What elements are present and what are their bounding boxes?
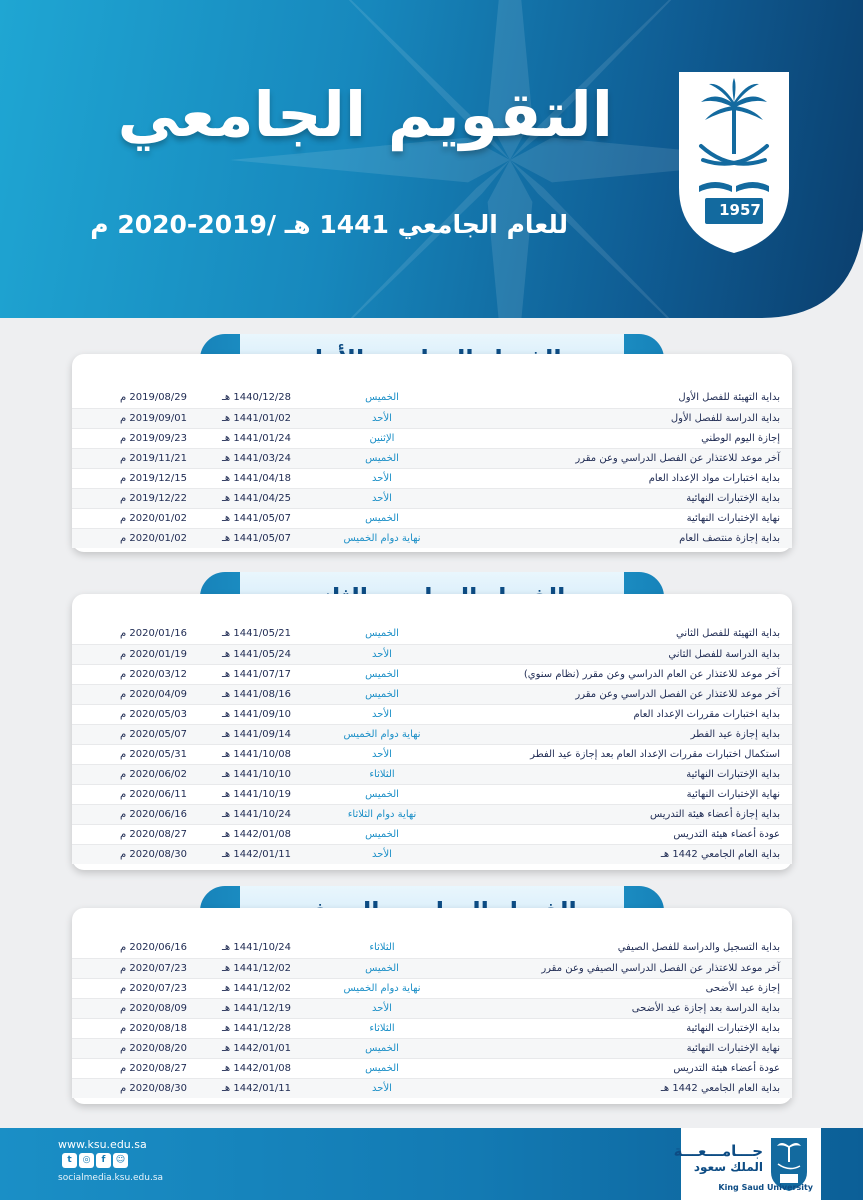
- event-day: الخميس: [365, 1063, 399, 1074]
- table-row: [72, 998, 792, 1018]
- gregorian-date: 2020/07/23 م: [120, 983, 188, 994]
- event-day: الثلاثاء: [369, 769, 395, 780]
- event-name: بداية الدراسة للفصل الثاني: [668, 649, 780, 660]
- gregorian-date: 2020/03/12 م: [120, 669, 188, 680]
- facebook-icon[interactable]: f: [96, 1153, 111, 1168]
- event-day: الخميس: [365, 392, 399, 403]
- hijri-date: 1442/01/11 هـ: [222, 849, 292, 860]
- event-day: الأحد: [372, 749, 392, 760]
- social-icons: [62, 1153, 128, 1168]
- event-name: بداية اختبارات مواد الإعداد العام: [648, 473, 780, 484]
- table-row: [72, 1078, 792, 1098]
- footer-english-name: King Saud University: [718, 1183, 813, 1192]
- hijri-date: 1442/01/08 هـ: [222, 1063, 292, 1074]
- table-row: [72, 784, 792, 804]
- gregorian-date: 2020/08/18 م: [120, 1023, 188, 1034]
- gregorian-date: 2020/04/09 م: [120, 689, 188, 700]
- hijri-date: 1441/05/07 هـ: [222, 513, 292, 524]
- event-day: الأحد: [372, 493, 392, 504]
- hijri-date: 1441/12/02 هـ: [222, 963, 292, 974]
- gregorian-date: 2019/12/22 م: [120, 493, 188, 504]
- event-name: بداية التسجيل والدراسة للفصل الصيفي: [617, 942, 780, 953]
- table-row: [72, 448, 792, 468]
- event-name: بداية الدراسة للفصل الأول: [670, 413, 780, 424]
- event-day: نهاية دوام الخميس: [343, 729, 421, 740]
- footer-bar: [0, 1128, 863, 1200]
- event-day: الخميس: [365, 689, 399, 700]
- table-row: [72, 644, 792, 664]
- event-day: الأحد: [372, 709, 392, 720]
- event-name: نهاية الإختبارات النهائية: [686, 1043, 780, 1054]
- hijri-date: 1441/08/16 هـ: [222, 689, 292, 700]
- hijri-date: 1441/01/02 هـ: [222, 413, 292, 424]
- event-day: الأحد: [372, 849, 392, 860]
- hijri-date: 1441/12/19 هـ: [222, 1003, 292, 1014]
- social-media-link[interactable]: socialmedia.ksu.edu.sa: [58, 1173, 164, 1183]
- schedule-card: [72, 594, 792, 870]
- summer-semester-section: [72, 886, 792, 1104]
- event-name: بداية الإختبارات النهائية: [686, 493, 780, 504]
- gregorian-date: 2020/08/20 م: [120, 1043, 188, 1054]
- logo-year: 1957: [719, 201, 761, 219]
- hijri-date: 1441/12/28 هـ: [222, 1023, 292, 1034]
- table-row: [72, 1018, 792, 1038]
- event-day: الخميس: [365, 628, 399, 639]
- page-title: التقويم الجامعي: [117, 78, 613, 151]
- event-day: الإثنين: [369, 433, 395, 444]
- hijri-date: 1441/03/24 هـ: [222, 453, 292, 464]
- schedule-rows: [72, 938, 792, 1098]
- table-row: [72, 1038, 792, 1058]
- gregorian-date: 2020/08/30 م: [120, 849, 188, 860]
- hijri-date: 1440/12/28 هـ: [222, 392, 292, 403]
- hijri-date: 1442/01/08 هـ: [222, 829, 292, 840]
- event-name: آخر موعد للاعتذار عن العام الدراسي وعن مقرر (نظام سنوي): [523, 669, 780, 680]
- event-day: الخميس: [365, 829, 399, 840]
- event-name: بداية العام الجامعي 1442 هـ: [660, 1083, 780, 1094]
- event-day: الأحد: [372, 1003, 392, 1014]
- gregorian-date: 2020/06/11 م: [120, 789, 188, 800]
- schedule-rows: [72, 624, 792, 864]
- event-name: بداية إجازة منتصف العام: [679, 533, 780, 544]
- hijri-date: 1441/09/14 هـ: [222, 729, 292, 740]
- event-name: بداية إجازة أعضاء هيئة التدريس: [649, 809, 780, 820]
- event-name: بداية اختبارات مقررات الإعداد العام: [633, 709, 780, 720]
- event-day: الخميس: [365, 789, 399, 800]
- event-name: بداية إجازة عيد الفطر: [690, 729, 780, 740]
- event-day: الخميس: [365, 669, 399, 680]
- event-day: الخميس: [365, 1043, 399, 1054]
- event-day: الثلاثاء: [369, 1023, 395, 1034]
- gregorian-date: 2019/09/23 م: [120, 433, 188, 444]
- table-row: [72, 724, 792, 744]
- first-semester-section: [72, 334, 792, 552]
- hijri-date: 1441/07/17 هـ: [222, 669, 292, 680]
- hijri-date: 1441/10/10 هـ: [222, 769, 292, 780]
- hijri-date: 1441/01/24 هـ: [222, 433, 292, 444]
- footer-arabic-name-line2: الملك سعود: [693, 1160, 763, 1174]
- university-logo: [675, 68, 793, 256]
- hijri-date: 1441/10/08 هـ: [222, 749, 292, 760]
- instagram-icon[interactable]: ◎: [79, 1153, 94, 1168]
- hijri-date: 1441/12/02 هـ: [222, 983, 292, 994]
- table-row: [72, 844, 792, 864]
- gregorian-date: 2020/08/09 م: [120, 1003, 188, 1014]
- event-day: نهاية دوام الخميس: [343, 533, 421, 544]
- hijri-date: 1442/01/01 هـ: [222, 1043, 292, 1054]
- gregorian-date: 2020/01/16 م: [120, 628, 188, 639]
- hijri-date: 1441/05/24 هـ: [222, 649, 292, 660]
- gregorian-date: 2020/08/27 م: [120, 829, 188, 840]
- second-semester-section: [72, 572, 792, 870]
- gregorian-date: 2020/07/23 م: [120, 963, 188, 974]
- event-name: بداية الإختبارات النهائية: [686, 1023, 780, 1034]
- gregorian-date: 2019/12/15 م: [120, 473, 188, 484]
- event-name: نهاية الإختبارات النهائية: [686, 513, 780, 524]
- hijri-date: 1441/04/25 هـ: [222, 493, 292, 504]
- gregorian-date: 2020/06/02 م: [120, 769, 188, 780]
- event-day: الخميس: [365, 963, 399, 974]
- table-row: [72, 684, 792, 704]
- gregorian-date: 2020/05/31 م: [120, 749, 188, 760]
- event-name: عودة أعضاء هيئة التدريس: [673, 1063, 780, 1074]
- hijri-date: 1441/05/07 هـ: [222, 533, 292, 544]
- table-row: [72, 764, 792, 784]
- snapchat-icon[interactable]: ☺: [113, 1153, 128, 1168]
- table-row: [72, 624, 792, 644]
- table-row: [72, 468, 792, 488]
- table-row: [72, 428, 792, 448]
- gregorian-date: 2020/06/16 م: [120, 942, 188, 953]
- table-row: [72, 488, 792, 508]
- gregorian-date: 2020/05/03 م: [120, 709, 188, 720]
- event-day: الخميس: [365, 453, 399, 464]
- hijri-date: 1441/10/19 هـ: [222, 789, 292, 800]
- header-banner: [0, 0, 863, 318]
- event-name: نهاية الإختبارات النهائية: [686, 789, 780, 800]
- event-name: بداية الإختبارات النهائية: [686, 769, 780, 780]
- event-day: الأحد: [372, 473, 392, 484]
- hijri-date: 1442/01/11 هـ: [222, 1083, 292, 1094]
- hijri-date: 1441/10/24 هـ: [222, 809, 292, 820]
- event-day: الأحد: [372, 413, 392, 424]
- footer-arabic-name-line1: جـــامـــعـــة: [673, 1142, 763, 1160]
- event-name: إجازة اليوم الوطني: [701, 433, 780, 444]
- table-row: [72, 804, 792, 824]
- gregorian-date: 2020/08/27 م: [120, 1063, 188, 1074]
- event-name: بداية العام الجامعي 1442 هـ: [660, 849, 780, 860]
- event-day: الخميس: [365, 513, 399, 524]
- event-day: الأحد: [372, 1083, 392, 1094]
- event-day: الأحد: [372, 649, 392, 660]
- gregorian-date: 2019/11/21 م: [120, 453, 188, 464]
- schedule-card: [72, 354, 792, 552]
- table-row: [72, 408, 792, 428]
- event-name: بداية التهيئة للفصل الثاني: [675, 628, 780, 639]
- table-row: [72, 824, 792, 844]
- gregorian-date: 2020/06/16 م: [120, 809, 188, 820]
- gregorian-date: 2020/01/02 م: [120, 513, 188, 524]
- schedule-rows: [72, 388, 792, 548]
- gregorian-date: 2020/08/30 م: [120, 1083, 188, 1094]
- schedule-card: [72, 908, 792, 1104]
- event-day: نهاية دوام الثلاثاء: [347, 809, 417, 820]
- event-name: آخر موعد للاعتذار عن الفصل الدراسي الصيفي وعن مقرر: [541, 963, 780, 974]
- table-row: [72, 388, 792, 408]
- event-name: آخر موعد للاعتذار عن الفصل الدراسي وعن مقرر: [575, 689, 780, 700]
- table-row: [72, 744, 792, 764]
- hijri-date: 1441/05/21 هـ: [222, 628, 292, 639]
- table-row: [72, 1058, 792, 1078]
- event-name: استكمال اختبارات مقررات الإعداد العام بعد إجازة عيد الفطر: [530, 749, 780, 760]
- table-row: [72, 704, 792, 724]
- event-name: إجازة عيد الأضحى: [705, 983, 780, 994]
- table-row: [72, 978, 792, 998]
- event-name: بداية الدراسة بعد إجازة عيد الأضحى: [631, 1003, 780, 1014]
- table-row: [72, 958, 792, 978]
- website-link[interactable]: www.ksu.edu.sa: [58, 1138, 147, 1151]
- table-row: [72, 664, 792, 684]
- table-row: [72, 938, 792, 958]
- event-name: عودة أعضاء هيئة التدريس: [673, 829, 780, 840]
- table-row: [72, 528, 792, 548]
- hijri-date: 1441/09/10 هـ: [222, 709, 292, 720]
- gregorian-date: 2020/01/19 م: [120, 649, 188, 660]
- table-row: [72, 508, 792, 528]
- gregorian-date: 2020/01/02 م: [120, 533, 188, 544]
- gregorian-date: 2019/08/29 م: [120, 392, 188, 403]
- twitter-icon[interactable]: t: [62, 1153, 77, 1168]
- gregorian-date: 2019/09/01 م: [120, 413, 188, 424]
- event-name: بداية التهيئة للفصل الأول: [678, 392, 780, 403]
- event-day: الثلاثاء: [369, 942, 395, 953]
- academic-year-subtitle: للعام الجامعي 1441 هـ /2019-2020 م: [90, 210, 568, 239]
- hijri-date: 1441/10/24 هـ: [222, 942, 292, 953]
- hijri-date: 1441/04/18 هـ: [222, 473, 292, 484]
- event-day: نهاية دوام الخميس: [343, 983, 421, 994]
- event-name: آخر موعد للاعتذار عن الفصل الدراسي وعن مقرر: [575, 453, 780, 464]
- footer-logo: [673, 1128, 821, 1200]
- gregorian-date: 2020/05/07 م: [120, 729, 188, 740]
